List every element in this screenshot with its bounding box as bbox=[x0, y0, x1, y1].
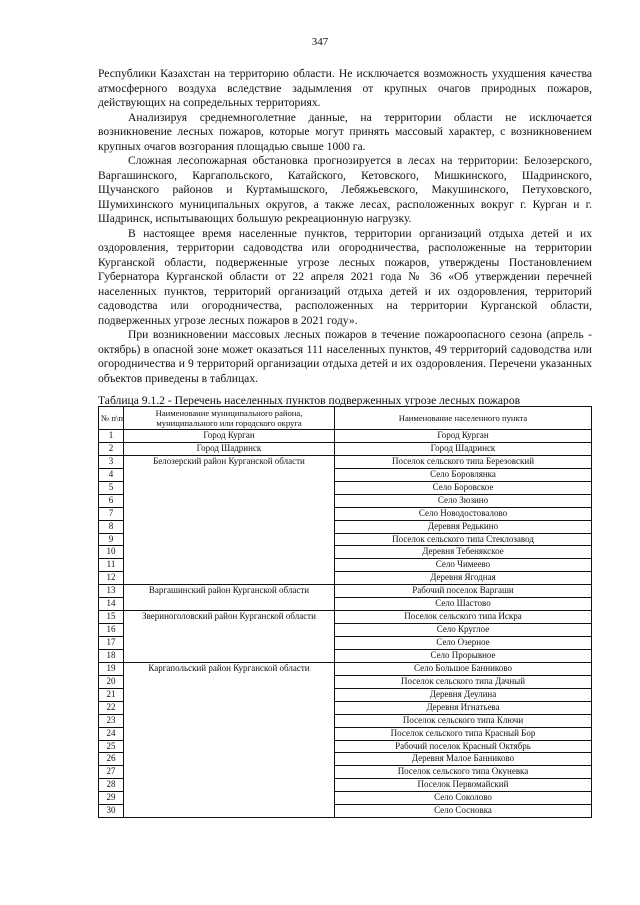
header-place: Наименование населенного пункта bbox=[335, 407, 592, 430]
row-number: 17 bbox=[99, 637, 124, 650]
row-number: 24 bbox=[99, 727, 124, 740]
row-number: 16 bbox=[99, 624, 124, 637]
settlement-name: Село Боровское bbox=[335, 481, 592, 494]
table-row bbox=[99, 585, 592, 598]
row-number: 18 bbox=[99, 649, 124, 662]
district-name: Звериноголовский район Курганской области bbox=[124, 611, 335, 663]
header-num: № п\п bbox=[99, 407, 124, 430]
settlement-name: Село Озерное bbox=[335, 637, 592, 650]
settlement-name: Деревня Ягодная bbox=[335, 572, 592, 585]
settlement-name: Деревня Тебенякское bbox=[335, 546, 592, 559]
settlement-name: Поселок сельского типа Дачный bbox=[335, 675, 592, 688]
settlement-name: Село Сосновка bbox=[335, 805, 592, 818]
table-row bbox=[99, 455, 592, 468]
settlement-name: Село Соколово bbox=[335, 792, 592, 805]
settlement-name: Деревня Редькино bbox=[335, 520, 592, 533]
row-number: 25 bbox=[99, 740, 124, 753]
settlement-name: Деревня Игнатьева bbox=[335, 701, 592, 714]
row-number: 30 bbox=[99, 805, 124, 818]
paragraph-4: В настоящее время населенные пунктов, территории организаций отдыха детей и их оздоровления, территории садоводства или огородничества, расположенные на территории Курганской области, подверженные угрозе лесных пожаров, утверждены Постановлением Губернатора Курганской области от 22 апреля 2021 года № 36 «Об утверждении перечней населенных пунктов, территорий организаций отдыха детей и их оздоровления, территорий садоводства или огородничества, расположенных на территории Курганской области, подверженных угрозе лесных пожаров в 2021 году». bbox=[98, 226, 592, 327]
row-number: 1 bbox=[99, 430, 124, 443]
settlement-name: Поселок сельского типа Окуневка bbox=[335, 766, 592, 779]
row-number: 19 bbox=[99, 662, 124, 675]
settlement-name: Рабочий поселок Красный Октябрь bbox=[335, 740, 592, 753]
header-district: Наименование муниципального района, муниципального или городского округа bbox=[124, 407, 335, 430]
row-number: 22 bbox=[99, 701, 124, 714]
row-number: 21 bbox=[99, 688, 124, 701]
paragraph-2: Анализируя среднемноголетние данные, на территории области не исключается возникновение лесных пожаров, которые могут принять массовый характер, с возникновением крупных очагов возгорания площадью свыше 1000 га. bbox=[98, 110, 592, 153]
district-name: Белозерский район Курганской области bbox=[124, 455, 335, 584]
row-number: 15 bbox=[99, 611, 124, 624]
page-number: 347 bbox=[311, 36, 329, 48]
settlement-name: Поселок Первомайский bbox=[335, 779, 592, 792]
row-number: 26 bbox=[99, 753, 124, 766]
paragraph-3: Сложная лесопожарная обстановка прогнозируется в лесах на территории: Белозерского, Варгашинского, Каргапольского, Катайского, Кетовского, Мишкинского, Шадринского, Щучанского районов и Куртамышского, Лебяжьевского, Макушинского, Петуховского, Шумихинского муниципальных округов, а также лесах, расположенных вокруг г. Курган и г. Шадринск, испытывающих большую рекреационную нагрузку. bbox=[98, 154, 592, 225]
district-name: Варгашинский район Курганской области bbox=[124, 585, 335, 611]
settlement-name: Село Зюзино bbox=[335, 494, 592, 507]
settlement-name: Село Круглое bbox=[335, 624, 592, 637]
row-number: 28 bbox=[99, 779, 124, 792]
settlement-name: Село Новодостовалово bbox=[335, 507, 592, 520]
row-number: 5 bbox=[99, 481, 124, 494]
table-row bbox=[99, 611, 592, 624]
body-text bbox=[98, 67, 592, 386]
table-row bbox=[99, 442, 592, 455]
settlement-name: Село Большое Банниково bbox=[335, 662, 592, 675]
row-number: 4 bbox=[99, 468, 124, 481]
row-number: 8 bbox=[99, 520, 124, 533]
district-name: Город Курган bbox=[124, 430, 335, 443]
table-caption: Таблица 9.1.2 - Перечень населенных пунктов подверженных угрозе лесных пожаров bbox=[98, 394, 521, 407]
row-number: 23 bbox=[99, 714, 124, 727]
district-name: Каргапольский район Курганской области bbox=[124, 662, 335, 817]
settlement-name: Поселок сельского типа Березовский bbox=[335, 455, 592, 468]
table-row bbox=[99, 662, 592, 675]
row-number: 9 bbox=[99, 533, 124, 546]
settlement-name: Рабочий поселок Варгаши bbox=[335, 585, 592, 598]
row-number: 27 bbox=[99, 766, 124, 779]
settlement-name: Деревня Деулина bbox=[335, 688, 592, 701]
district-name: Город Шадринск bbox=[124, 442, 335, 455]
table-header-row bbox=[99, 407, 592, 430]
paragraph-5: При возникновении массовых лесных пожаров в течение пожароопасного сезона (апрель - октябрь) в опасной зоне может оказаться 111 населенных пунктов, 49 территорий садоводства или огородничества и 9 территорий организации отдыха детей и их оздоровления. Перечени указанных объектов приведены в таблицах. bbox=[98, 328, 592, 385]
row-number: 11 bbox=[99, 559, 124, 572]
settlement-name: Село Чимеево bbox=[335, 559, 592, 572]
paragraph-1: Республики Казахстан на территорию области. Не исключается возможность ухудшения качества атмосферного воздуха вследствие задымления от крупных очагов природных пожаров, действующих на сопредельных территориях. bbox=[98, 67, 592, 109]
settlement-name: Деревня Малое Банниково bbox=[335, 753, 592, 766]
settlement-name: Село Шастово bbox=[335, 598, 592, 611]
settlement-name: Город Курган bbox=[335, 430, 592, 443]
settlement-name: Поселок сельского типа Красный Бор bbox=[335, 727, 592, 740]
row-number: 12 bbox=[99, 572, 124, 585]
row-number: 20 bbox=[99, 675, 124, 688]
row-number: 14 bbox=[99, 598, 124, 611]
row-number: 29 bbox=[99, 792, 124, 805]
settlement-name: Село Прорывное bbox=[335, 649, 592, 662]
settlement-name: Село Боровлянка bbox=[335, 468, 592, 481]
row-number: 3 bbox=[99, 455, 124, 468]
settlement-name: Поселок сельского типа Искра bbox=[335, 611, 592, 624]
table-body bbox=[99, 430, 592, 818]
row-number: 7 bbox=[99, 507, 124, 520]
settlement-name: Поселок сельского типа Ключи bbox=[335, 714, 592, 727]
settlements-table bbox=[98, 406, 592, 818]
row-number: 2 bbox=[99, 442, 124, 455]
settlement-name: Поселок сельского типа Стеклозавод bbox=[335, 533, 592, 546]
settlement-name: Город Шадринск bbox=[335, 442, 592, 455]
row-number: 10 bbox=[99, 546, 124, 559]
table-row bbox=[99, 430, 592, 443]
row-number: 13 bbox=[99, 585, 124, 598]
row-number: 6 bbox=[99, 494, 124, 507]
